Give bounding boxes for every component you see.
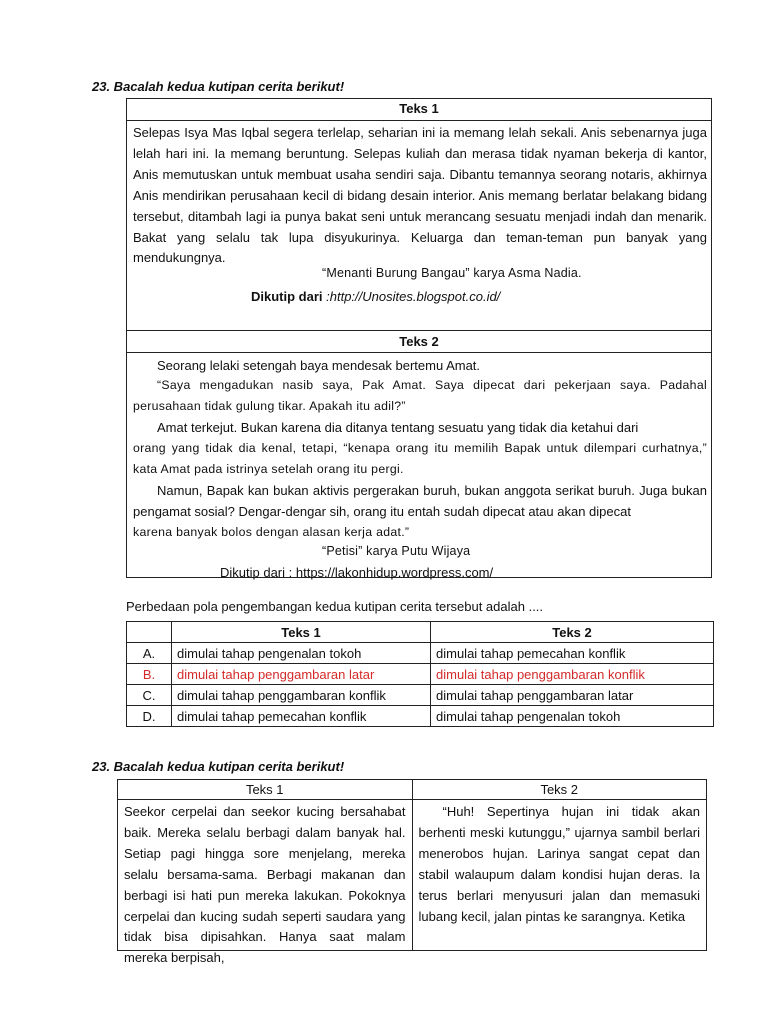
answer-teks1-cell: dimulai tahap penggambaran konflik	[172, 685, 431, 706]
answer-option-label: C.	[127, 685, 172, 706]
answer-header-teks1: Teks 1	[172, 622, 431, 643]
question-text: Perbedaan pola pengembangan kedua kutipan cerita tersebut adalah ....	[126, 599, 544, 614]
question-heading-1: 23. Bacalah kedua kutipan cerita berikut!	[92, 79, 345, 94]
box2-header-row	[118, 780, 707, 800]
answer-row-c[interactable]	[127, 685, 714, 706]
teks1-title: Teks 1	[127, 99, 711, 121]
question-heading-2: 23. Bacalah kedua kutipan cerita berikut!	[92, 759, 345, 774]
box2-teks1-title: Teks 1	[118, 780, 413, 800]
answer-teks2-cell: dimulai tahap pengenalan tokoh	[431, 706, 714, 727]
answer-option-label: B.	[127, 664, 172, 685]
answer-teks2-cell: dimulai tahap pemecahan konflik	[431, 643, 714, 664]
teks2-line1: Seorang lelaki setengah baya mendesak bertemu Amat.	[157, 358, 481, 373]
teks2-source: Dikutip dari : https://lakonhidup.wordpress.com/	[220, 565, 494, 580]
box2-teks2-text: “Huh! Sepertinya hujan ini tidak akan berhenti meski kutunggu,” ujarnya sambil berlari menerobos hujan. Larinya sangat cepat dan stabil walaupum dalam kondisi hujan deras. Ia terus berlari menyusuri jalan dan memasuki lubang kecil, jalan pintas ke sarangnya. Ketika	[418, 804, 700, 924]
answer-teks1-cell: dimulai tahap penggambaran latar	[172, 664, 431, 685]
answer-header-empty	[127, 622, 172, 643]
answer-header-teks2: Teks 2	[431, 622, 714, 643]
box2-teks2-title: Teks 2	[412, 780, 707, 800]
teks2-para2b: orang yang tidak dia kenal, tetapi, “kenapa orang itu memilih Bapak untuk dilempari curhatnya,” kata Amat pada istrinya setelah orang itu pergi.	[133, 441, 707, 476]
box2-content-row	[118, 800, 707, 951]
teks2-para3a: Namun, Bapak kan bukan aktivis pergerakan buruh, bukan anggota serikat buruh. Juga bukan pengamat sosial? Dengar-dengar sih, orang itu entah sudah dipecat atau akan dipecat	[133, 483, 707, 519]
reading-box-2	[117, 779, 707, 966]
answer-row-d[interactable]	[127, 706, 714, 727]
answer-teks1-cell: dimulai tahap pemecahan konflik	[172, 706, 431, 727]
answer-table	[126, 621, 714, 727]
answer-header-row	[127, 622, 714, 643]
answer-option-label: D.	[127, 706, 172, 727]
teks2-section	[127, 353, 711, 581]
teks1-attribution: “Menanti Burung Bangau” karya Asma Nadia.	[322, 266, 582, 280]
teks2-quote1: “Saya mengadukan nasib saya, Pak Amat. Saya dipecat dari pekerjaan saya. Padahal perusahaan tidak gulung tikar. Apakah itu adil?”	[133, 378, 707, 413]
reading-box-1	[126, 98, 712, 578]
teks2-para2a: Amat terkejut. Bukan karena dia ditanya tentang sesuatu yang tidak dia ketahui dari	[157, 420, 639, 435]
teks1-section	[127, 121, 711, 331]
answer-teks2-cell: dimulai tahap penggambaran konflik	[431, 664, 714, 685]
teks1-paragraph: Selepas Isya Mas Iqbal segera terlelap, seharian ini ia memang lelah sekali. Anis sebenarnya juga lelah hari ini. Ia memang beruntung. Selepas kuliah dan merasa tidak nyaman bekerja di kantor, Anis memutuskan untuk membuat usaha sendiri saja. Dibantu temannya seorang notaris, akhirnya Anis mendirikan perusahaan kecil di bidang desain interior. Anis memang berlatar belakang bidang tersebut, ditambah lagi ia punya bakat seni untuk merancang sesuatu menjadi indah dan menarik. Bakat yang selalu tak lupa disyukurinya. Keluarga dan teman-teman pun banyak yang mendukungnya.	[133, 125, 707, 266]
teks2-para3b: karena banyak bolos dengan alasan kerja adat.”	[133, 525, 410, 539]
answer-row-b[interactable]	[127, 664, 714, 685]
teks1-source-url: :http://Unosites.blogspot.co.id/	[326, 289, 501, 304]
teks2-title: Teks 2	[127, 331, 711, 353]
answer-teks2-cell: dimulai tahap penggambaran latar	[431, 685, 714, 706]
teks1-source	[251, 289, 500, 304]
answer-teks1-cell: dimulai tahap pengenalan tokoh	[172, 643, 431, 664]
teks2-attribution: “Petisi” karya Putu Wijaya	[322, 544, 471, 558]
teks1-source-label: Dikutip dari	[251, 289, 323, 304]
box2-teks1-text: Seekor cerpelai dan seekor kucing bersahabat baik. Mereka selalu berbagi dalam banyak hal. Setiap pagi hingga sore menjelang, mereka selalu bersama-sama. Berbagi makanan dan berbagi isi hati pun mereka lakukan. Pokoknya cerpelai dan kucing sudah seperti saudara yang tidak bisa dipisahkan. Hanya saat malam mereka berpisah,	[124, 804, 406, 966]
answer-row-a[interactable]	[127, 643, 714, 664]
answer-option-label: A.	[127, 643, 172, 664]
